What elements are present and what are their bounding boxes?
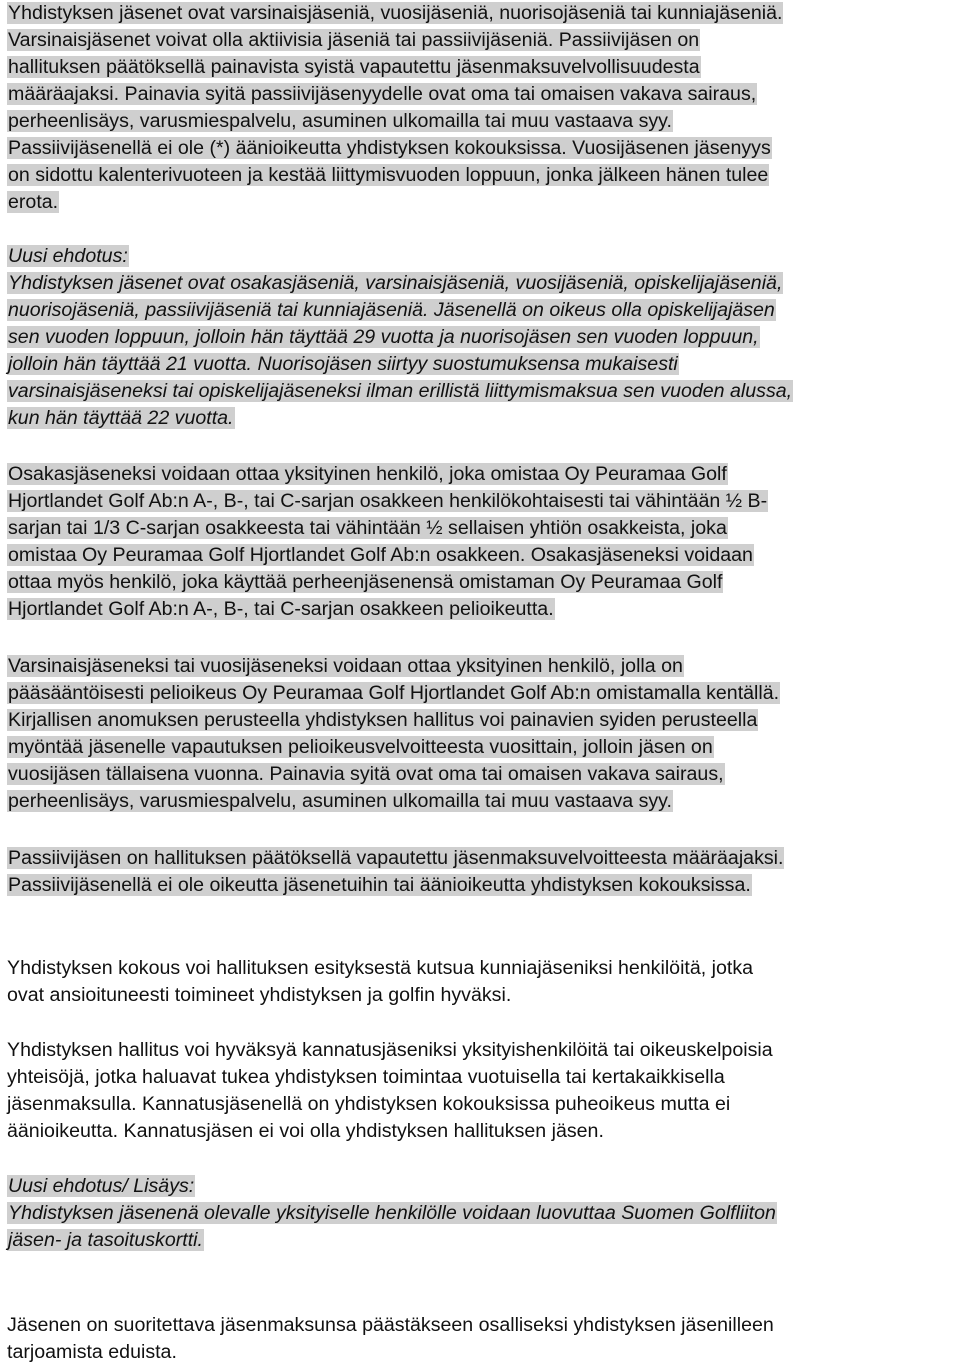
text-segment: yhteisöjä, jotka haluavat tukea yhdistyksen toimintaa vuotuisella tai kertakaikkisella: [7, 1066, 725, 1088]
text-line: [7, 707, 758, 734]
text-segment: Uusi ehdotus/ Lisäys:: [8, 1175, 195, 1197]
text-segment: äänioikeutta. Kannatusjäsen ei voi olla yhdistyksen hallituksen jäsen.: [7, 1120, 604, 1142]
text-segment: Passiivijäsenellä ei ole oikeutta jäsenetuihin tai äänioikeutta yhdistyksen kokouksissa.: [8, 874, 751, 896]
text-segment: sen vuoden loppuun, jolloin hän täyttää 29 vuotta ja nuorisojäsen sen vuoden loppuun,: [8, 326, 759, 348]
text-segment: omistaa Oy Peuramaa Golf Hjortlandet Golf Ab:n osakkeen. Osakasjäseneksi voidaan: [8, 544, 753, 566]
text-segment: Yhdistyksen kokous voi hallituksen esityksestä kutsua kunniajäseniksi henkilöitä, jotka: [7, 957, 754, 979]
text-line: [7, 135, 772, 162]
text-segment: tarjoamista eduista.: [7, 1341, 177, 1363]
text-segment: sarjan tai 1/3 C-sarjan osakkeesta tai vähintään ½ sellaisen yhtiön osakkeista, joka: [8, 517, 727, 539]
text-line: [7, 1339, 177, 1366]
text-line: [7, 108, 673, 135]
text-line: [7, 872, 752, 899]
text-line: [7, 1312, 774, 1339]
text-segment: Kirjallisen anomuksen perusteella yhdistyksen hallitus voi painavien syiden perusteella: [8, 709, 758, 731]
text-line: [7, 734, 714, 761]
text-segment: varsinaisjäseneksi tai opiskelijajäseneksi ilman erillistä liittymismaksua sen vuoden alussa,: [8, 380, 793, 402]
text-segment: jolloin hän täyttää 21 vuotta. Nuorisojäsen siirtyy suostumuksensa mukaisesti: [8, 353, 678, 375]
text-segment: Osakasjäseneksi voidaan ottaa yksityinen henkilö, joka omistaa Oy Peuramaa Golf: [8, 463, 727, 485]
text-segment: Hjortlandet Golf Ab:n A-, B-, tai C-sarjan osakkeen henkilökohtaisesti tai vähintään ½ B-: [8, 490, 768, 512]
text-line: [7, 81, 757, 108]
text-line: [7, 569, 723, 596]
text-segment: kun hän täyttää 22 vuotta.: [8, 407, 234, 429]
text-line: [7, 542, 754, 569]
text-segment: Uusi ehdotus:: [8, 245, 128, 267]
text-line: [7, 1091, 730, 1118]
text-line: [7, 324, 760, 351]
text-segment: Yhdistyksen jäsenet ovat varsinaisjäseniä, vuosijäseniä, nuorisojäseniä tai kunniajäseniä.: [8, 2, 783, 24]
text-segment: Yhdistyksen jäsenet ovat osakasjäseniä, varsinaisjäseniä, vuosijäseniä, opiskelijajäseniä,: [8, 272, 783, 294]
text-line: [7, 515, 728, 542]
text-line: [7, 680, 780, 707]
text-line: [7, 1064, 725, 1091]
text-segment: Varsinaisjäsenet voivat olla aktiivisia jäseniä tai passiivijäseniä. Passiivijäsen on: [8, 29, 700, 51]
text-segment: perheenlisäys, varusmiespalvelu, asuminen ulkomailla tai muu vastaava syy.: [8, 790, 672, 812]
text-line: [7, 955, 753, 982]
text-line: [7, 378, 793, 405]
text-segment: vuosijäsen tällaisena vuonna. Painavia syitä ovat oma tai omaisen vakava sairaus,: [8, 763, 724, 785]
text-line: [7, 189, 59, 216]
text-segment: jäsenmaksulla. Kannatusjäsenellä on yhdistyksen kokouksissa puheoikeus mutta ei: [7, 1093, 731, 1115]
text-line: [7, 1118, 604, 1145]
text-segment: Yhdistyksen jäsenenä olevalle yksityiselle henkilölle voidaan luovuttaa Suomen Golfliiton: [8, 1202, 776, 1224]
text-line: [7, 761, 725, 788]
text-line: [7, 351, 679, 378]
text-line: [7, 270, 783, 297]
text-line: [7, 162, 769, 189]
text-segment: hallituksen päätöksellä painavista syistä vapautettu jäsenmaksuvelvollisuudesta: [8, 56, 700, 78]
text-line: [7, 297, 776, 324]
text-segment: Varsinaisjäseneksi tai vuosijäseneksi voidaan ottaa yksityinen henkilö, jolla on: [8, 655, 683, 677]
text-line: [7, 1227, 204, 1254]
text-segment: erota.: [8, 191, 59, 213]
text-segment: Yhdistyksen hallitus voi hyväksyä kannatusjäseniksi yksityishenkilöitä tai oikeuskelpoisia: [7, 1039, 773, 1061]
text-segment: jäsen- ja tasoituskortti.: [8, 1229, 203, 1251]
text-line: [7, 1200, 777, 1227]
text-line: [7, 243, 129, 270]
text-line: [7, 845, 784, 872]
text-line: [7, 982, 511, 1009]
text-segment: määräajaksi. Painavia syitä passiivijäsenyydelle ovat oma tai omaisen vakava sairaus,: [8, 83, 757, 105]
text-segment: nuorisojäseniä, passiivijäseniä tai kunniajäseniä. Jäsenellä on oikeus olla opiskelijajäsen: [8, 299, 775, 321]
text-line: [7, 653, 684, 680]
text-line: [7, 596, 555, 623]
text-segment: perheenlisäys, varusmiespalvelu, asuminen ulkomailla tai muu vastaava syy.: [8, 110, 672, 132]
text-segment: Passiivijäsenellä ei ole (*) äänioikeutta yhdistyksen kokouksissa. Vuosijäsenen jäsenyys: [8, 137, 771, 159]
text-segment: Hjortlandet Golf Ab:n A-, B-, tai C-sarjan osakkeen pelioikeutta.: [8, 598, 554, 620]
text-line: [7, 0, 783, 27]
text-line: [7, 27, 700, 54]
text-line: [7, 1173, 195, 1200]
text-segment: Jäsenen on suoritettava jäsenmaksunsa päästäkseen osalliseksi yhdistyksen jäsenilleen: [7, 1314, 774, 1336]
text-segment: on sidottu kalenterivuoteen ja kestää liittymisvuoden loppuun, jonka jälkeen hänen tulee: [8, 164, 769, 186]
text-line: [7, 461, 728, 488]
text-segment: ovat ansioituneesti toimineet yhdistyksen ja golfin hyväksi.: [7, 984, 512, 1006]
text-segment: pääsääntöisesti pelioikeus Oy Peuramaa Golf Hjortlandet Golf Ab:n omistamalla kentällä.: [8, 682, 780, 704]
text-line: [7, 1037, 773, 1064]
text-line: [7, 488, 768, 515]
text-line: [7, 54, 701, 81]
text-line: [7, 788, 673, 815]
text-line: [7, 405, 235, 432]
text-segment: Passiivijäsen on hallituksen päätöksellä vapautettu jäsenmaksuvelvoitteesta määräajaksi.: [8, 847, 784, 869]
text-segment: ottaa myös henkilö, joka käyttää perheenjäsenensä omistaman Oy Peuramaa Golf: [8, 571, 723, 593]
text-segment: myöntää jäsenelle vapautuksen pelioikeusvelvoitteesta vuosittain, jolloin jäsen on: [8, 736, 713, 758]
